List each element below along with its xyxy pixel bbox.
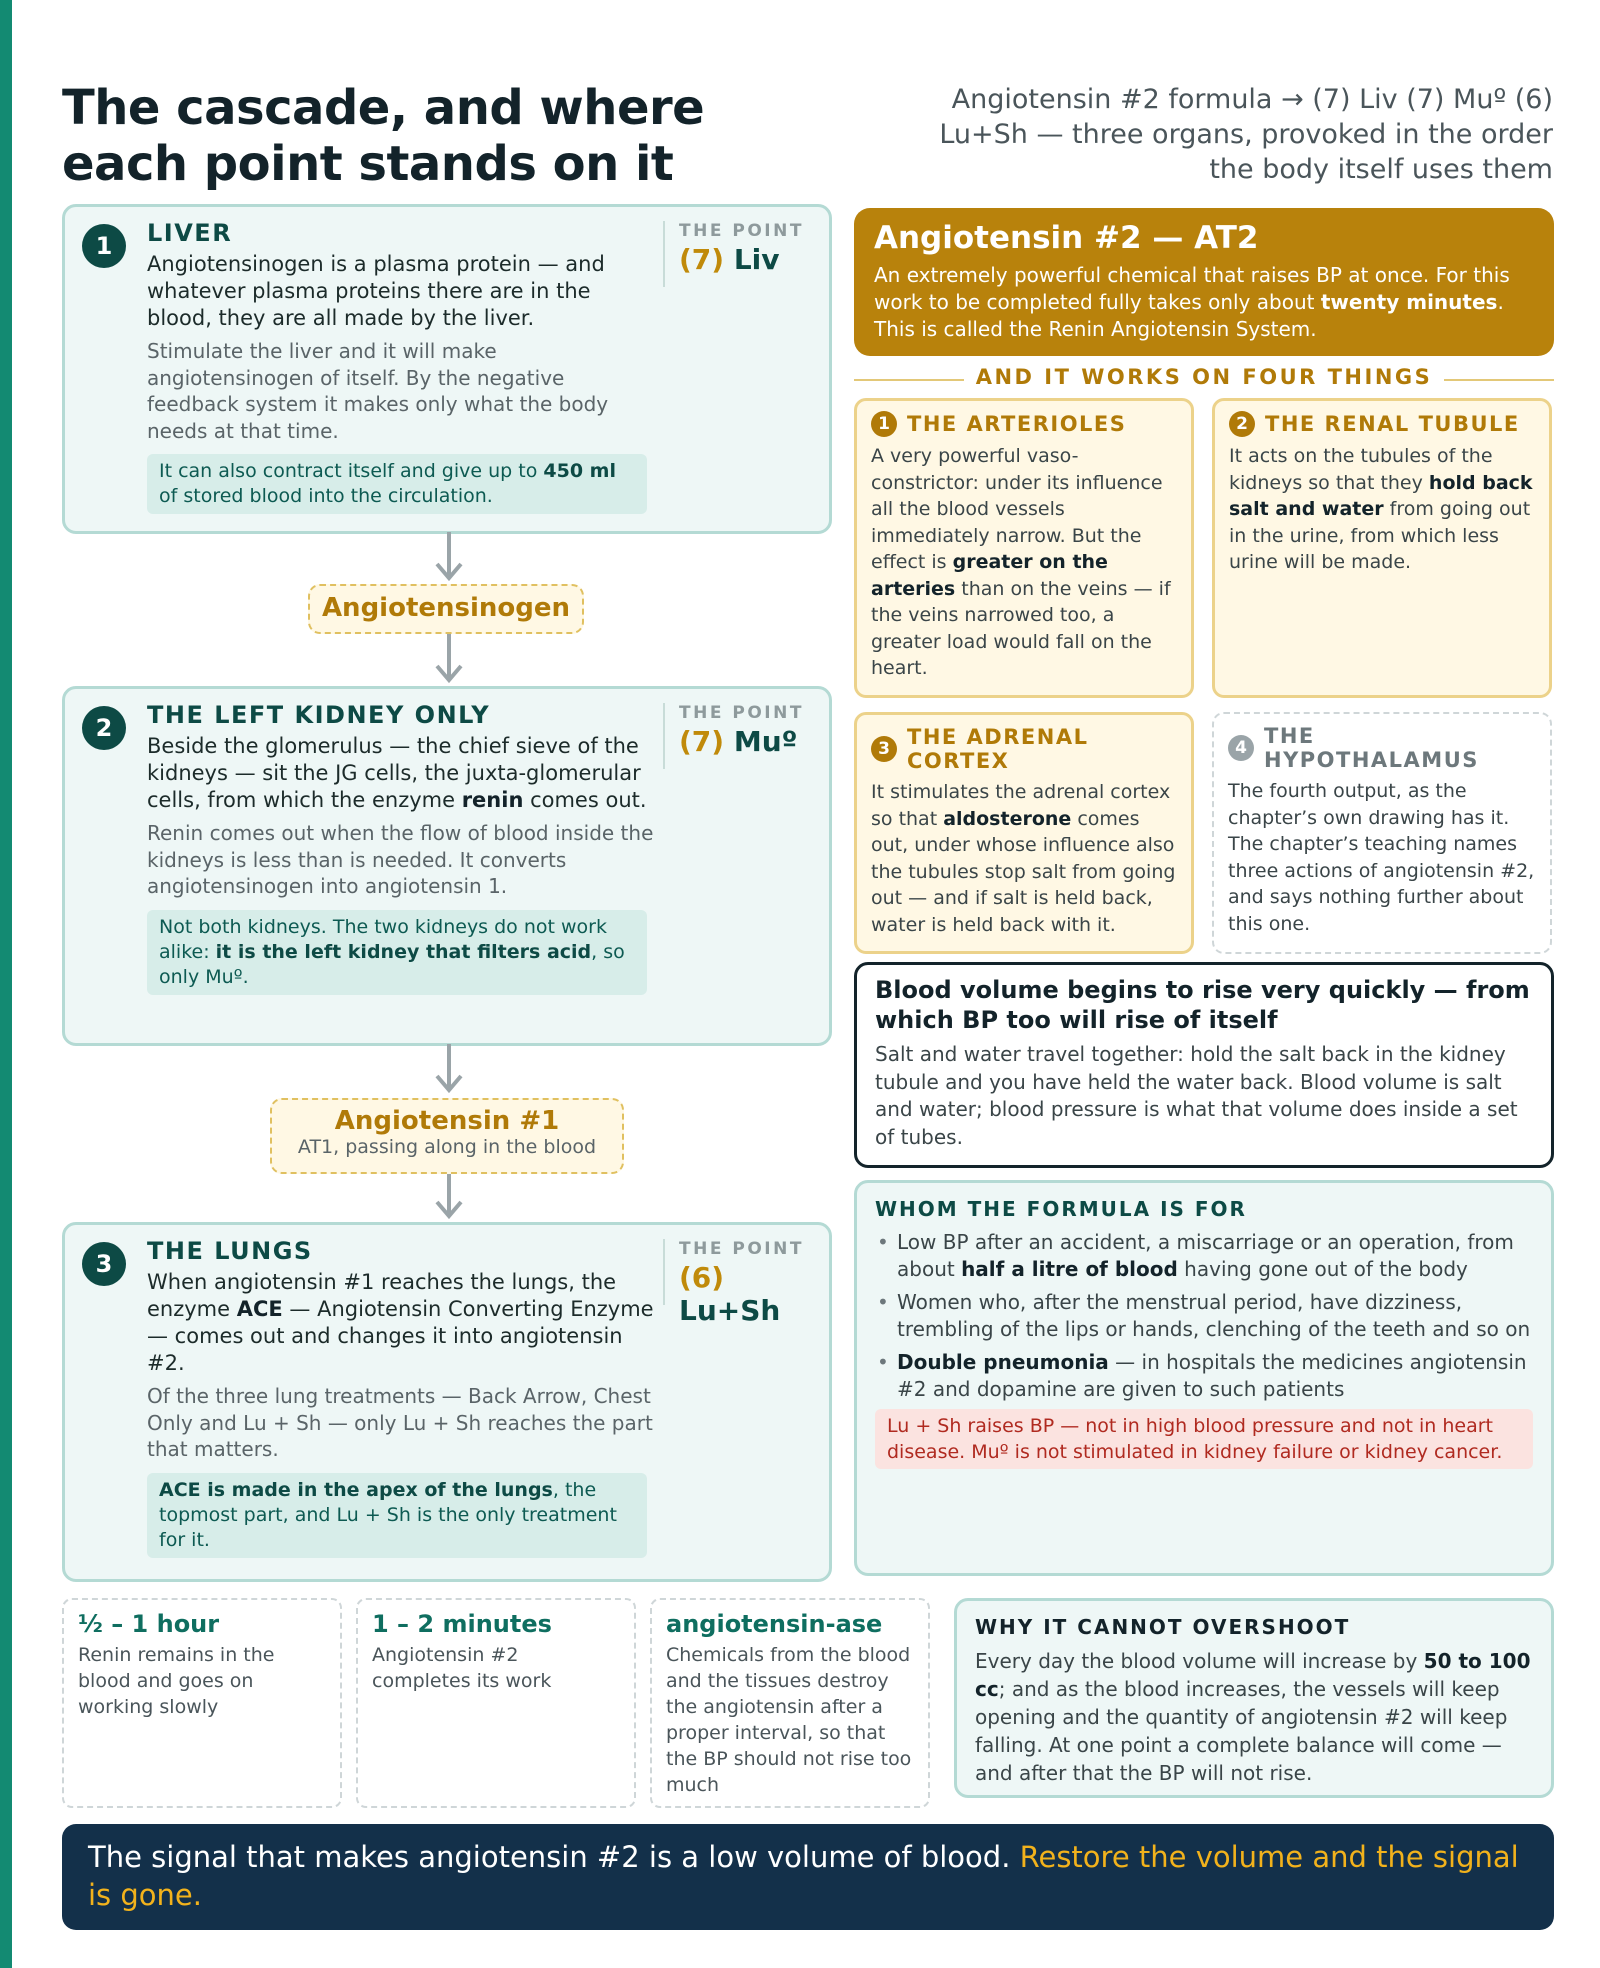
action-text: It stimulates the adrenal cortex so that aldosterone comes out, under whose influence also the tubules stop salt from going out — and if salt is held back, water is held back with it. bbox=[871, 781, 1176, 936]
signal-highlight: Restore the volume and the signal is gone. bbox=[88, 1840, 1519, 1912]
action-text: The fourth output, as the chapter’s own drawing has it. The chapter’s teaching names three actions of angiotensin #2, and says nothing further about this one. bbox=[1228, 780, 1535, 935]
action-number-badge: 1 bbox=[871, 411, 897, 437]
point-box bbox=[663, 1239, 813, 1327]
step-text: Angiotensinogen is a plasma protein — and whatever plasma proteins there are in the blood, they are all made by the liver. bbox=[147, 252, 605, 330]
action-title: THE ADRENAL CORTEX bbox=[907, 725, 1089, 773]
point-box bbox=[663, 703, 813, 769]
timing-card-angiotensin-2 bbox=[356, 1598, 636, 1808]
action-text: It acts on the tubules of the kidneys so that they hold back salt and water from going out in the urine, from which less urine will be made. bbox=[1229, 445, 1533, 573]
whom-list bbox=[875, 1229, 1533, 1402]
point-label: THE POINT bbox=[679, 1239, 804, 1259]
volume-title: Blood volume begins to rise very quickly — from which BP too will rise of itself bbox=[875, 976, 1530, 1034]
angiotensin-2-card bbox=[854, 208, 1554, 356]
overshoot-title: WHY IT CANNOT OVERSHOOT bbox=[975, 1615, 1351, 1639]
timing-value: angiotensin-ase bbox=[666, 1610, 883, 1638]
four-things-divider bbox=[854, 365, 1554, 395]
down-arrow-icon bbox=[434, 634, 464, 684]
timing-card-renin bbox=[62, 1598, 342, 1808]
point-label: THE POINT bbox=[679, 703, 804, 723]
step-note: Not both kidneys. The two kidneys do not work alike: it is the left kidney that filters acid, so only Muº. bbox=[147, 910, 647, 995]
step-subtext: Of the three lung treatments — Back Arrow, Chest Only and Lu + Sh — only Lu + Sh reaches the part that matters. bbox=[147, 1384, 653, 1461]
timing-text: Chemicals from the blood and the tissues destroy the angiotensin after a proper interval, so that the BP should not rise too much bbox=[666, 1644, 912, 1796]
step-number-badge: 2 bbox=[82, 706, 126, 750]
step-heading: LIVER bbox=[147, 219, 233, 247]
action-title: THE RENAL TUBULE bbox=[1265, 412, 1520, 436]
step-heading: THE LUNGS bbox=[147, 1237, 313, 1265]
step-note: It can also contract itself and give up to 450 ml of stored blood into the circulation. bbox=[147, 454, 647, 514]
molecule-name: Angiotensin #1 bbox=[334, 1106, 560, 1136]
action-number-badge: 3 bbox=[871, 736, 897, 762]
at2-text: An extremely powerful chemical that raises BP at once. For this work to be completed fully takes only about twenty minutes. This is called the Renin Angiotensin System. bbox=[874, 263, 1510, 341]
list-item: • Double pneumonia — in hospitals the medicines angiotensin #2 and dopamine are given to such patients bbox=[875, 1349, 1533, 1402]
at2-title: Angiotensin #2 — AT2 bbox=[874, 220, 1259, 256]
page-title: The cascade, and where each point stands on it bbox=[62, 80, 705, 192]
overshoot-text: Every day the blood volume will increase by 50 to 100 cc; and as the blood increases, the vessels will keep opening and the quantity of angiotensin #2 will keep falling. At one point a complete balance will come — and after that the BP will not rise. bbox=[975, 1649, 1531, 1785]
point-value: (6) Lu+Sh bbox=[679, 1261, 781, 1327]
molecule-subtext: AT1, passing along in the blood bbox=[297, 1136, 597, 1158]
point-label: THE POINT bbox=[679, 221, 804, 241]
timing-value: 1 – 2 minutes bbox=[372, 1610, 552, 1638]
list-item: • Low BP after an accident, a miscarriage or an operation, from about half a litre of blood having gone out of the body bbox=[875, 1229, 1533, 1282]
step-card-lungs bbox=[62, 1222, 832, 1582]
step-subtext: Renin comes out when the flow of blood inside the kidneys is less than is needed. It converts angiotensinogen into angiotensin 1. bbox=[147, 821, 654, 898]
accent-side-bar bbox=[0, 0, 12, 1968]
step-text: When angiotensin #1 reaches the lungs, the enzyme ACE — Angiotensin Converting Enzyme — comes out and changes it into angiotensin #2. bbox=[147, 1270, 654, 1375]
list-item: • Women who, after the menstrual period, have dizziness, trembling of the lips or hands, clenching of the teeth and so on bbox=[875, 1289, 1533, 1342]
action-title: THE HYPOTHALAMUS bbox=[1264, 724, 1479, 772]
molecule-angiotensin-1 bbox=[270, 1098, 624, 1174]
action-title: THE ARTERIOLES bbox=[907, 412, 1127, 436]
action-text: A very powerful vaso-constrictor: under its influence all the blood vessels immediately narrow. But the effect is greater on the arteries than on the veins — if the veins narrowed too, a greater load would fall on the heart. bbox=[871, 445, 1171, 679]
page-subtitle: Angiotensin #2 formula → (7) Liv (7) Muº (6) Lu+Sh — three organs, provoked in the order the body itself uses them bbox=[939, 84, 1553, 185]
action-card-hypothalamus bbox=[1212, 712, 1552, 954]
point-value: (7) Liv bbox=[679, 243, 780, 276]
step-card-liver bbox=[62, 204, 832, 534]
step-subtext: Stimulate the liver and it will make angiotensinogen of itself. By the negative feedback system it makes only what the body needs at that time. bbox=[147, 339, 609, 443]
step-number-badge: 3 bbox=[82, 1242, 126, 1286]
step-text: Beside the glomerulus — the chief sieve of the kidneys — sit the JG cells, the juxta-glomerular cells, from which the enzyme renin comes out. bbox=[147, 734, 647, 812]
molecule-name: Angiotensinogen bbox=[321, 593, 571, 623]
step-number-badge: 1 bbox=[82, 224, 126, 268]
whom-title: WHOM THE FORMULA IS FOR bbox=[875, 1197, 1247, 1221]
step-heading: THE LEFT KIDNEY ONLY bbox=[147, 701, 491, 729]
down-arrow-icon bbox=[434, 532, 464, 582]
point-value: (7) Muº bbox=[679, 725, 798, 758]
timing-card-angiotensinase bbox=[650, 1598, 930, 1808]
volume-text: Salt and water travel together: hold the salt back in the kidney tubule and you have held the water back. Blood volume is salt and water; blood pressure is what that volume does inside a set of tubes. bbox=[875, 1042, 1518, 1149]
signal-banner bbox=[62, 1824, 1554, 1930]
blood-volume-card bbox=[854, 962, 1554, 1168]
timing-value: ½ – 1 hour bbox=[78, 1610, 220, 1638]
warning-note: Lu + Sh raises BP — not in high blood pressure and not in heart disease. Muº is not stimulated in kidney failure or kidney cancer. bbox=[875, 1409, 1533, 1469]
action-card-adrenal-cortex bbox=[854, 712, 1194, 954]
action-card-renal-tubule bbox=[1212, 398, 1552, 698]
step-card-left-kidney bbox=[62, 686, 832, 1046]
action-number-badge: 4 bbox=[1228, 735, 1254, 761]
action-card-arterioles bbox=[854, 398, 1194, 698]
molecule-angiotensinogen bbox=[308, 584, 584, 634]
point-box bbox=[663, 221, 813, 287]
timing-text: Renin remains in the blood and goes on working slowly bbox=[78, 1644, 275, 1718]
timing-text: Angiotensin #2 completes its work bbox=[372, 1644, 552, 1692]
overshoot-card bbox=[954, 1598, 1554, 1798]
whom-formula-card bbox=[854, 1180, 1554, 1576]
down-arrow-icon bbox=[434, 1174, 464, 1220]
action-number-badge: 2 bbox=[1229, 411, 1255, 437]
down-arrow-icon bbox=[434, 1044, 464, 1094]
signal-text: The signal that makes angiotensin #2 is a low volume of blood. bbox=[88, 1840, 1020, 1874]
step-note: ACE is made in the apex of the lungs, the topmost part, and Lu + Sh is the only treatment for it. bbox=[147, 1473, 647, 1558]
four-things-label: AND IT WORKS ON FOUR THINGS bbox=[854, 365, 1554, 389]
